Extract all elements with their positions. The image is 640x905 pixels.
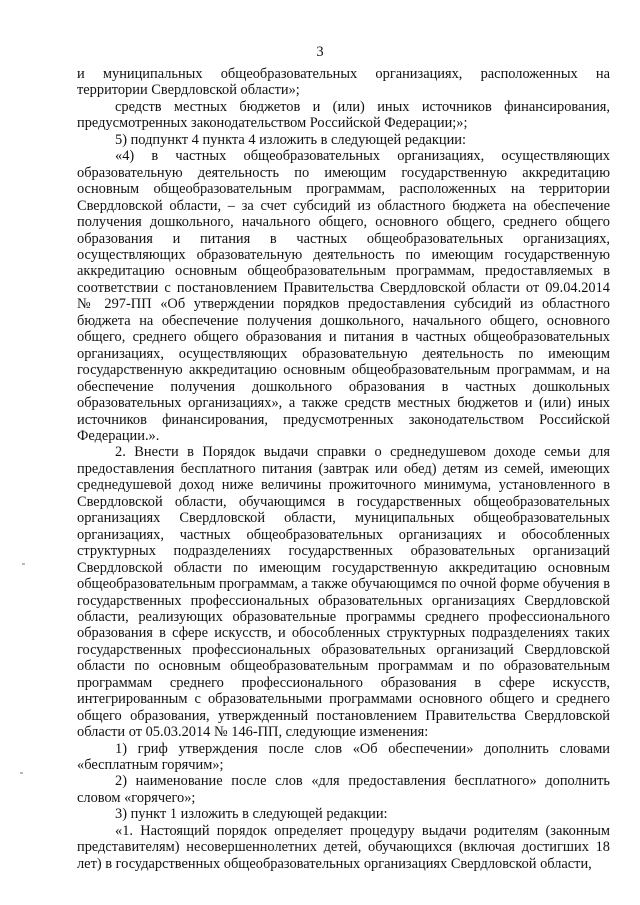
paragraph-3: 5) подпункт 4 пункта 4 изложить в следующей редакции: bbox=[115, 131, 466, 148]
scan-mark bbox=[22, 563, 25, 565]
scan-mark bbox=[20, 772, 23, 774]
paragraph-1: и муниципальных общеобразовательных организациях, расположенных на территории Свердловской области»; bbox=[77, 66, 610, 99]
paragraph-8: 3) пункт 1 изложить в следующей редакции: bbox=[115, 806, 388, 823]
paragraph-9: «1. Настоящий порядок определяет процедуру выдачи родителям (законным представителям) несовершеннолетних детей, обучающихся (включая достигших 18 лет) в государственных общеобразовательных организациях Свердловской области, bbox=[77, 822, 610, 872]
paragraph-4: «4) в частных общеобразовательных организациях, осуществляющих образовательную деятельность по имеющим государственную аккредитацию основным общеобразовательным программам, расположенных на территории Свердловской области, – за счет субсидий из областного бюджета на обеспечение получения дошкольного, начального общего, основного общего, среднего общего образования и питания в частных общеобразовательных организациях, осуществляющих образовательную деятельность по имеющим государственную аккредитацию основным общеобразовательным программам, предоставляемых в соответствии с постановлением Правительства Свердловской области от 09.04.2014 № 297-ПП «Об утверждении порядков предоставления субсидий из областного бюджета на обеспечение получения дошкольного, начального общего, основного общего, среднего общего образования и питания в частных общеобразовательных организациях, осуществляющих образовательную деятельность по имеющим государственную аккредитацию основным общеобразовательным программам, и на обеспечение получения дошкольного образования в частных дошкольных образовательных организациях», а также средств местных бюджетов и (или) иных источников финансирования, предусмотренных законодательством Российской Федерации.». bbox=[77, 148, 610, 444]
document-body bbox=[77, 66, 610, 872]
page-number: 3 bbox=[316, 44, 324, 60]
paragraph-5: 2. Внести в Порядок выдачи справки о среднедушевом доходе семьи для предоставления бесплатного питания (завтрак или обед) детям из семей, имеющих среднедушевой доход ниже величины прожиточного минимума, установленного в Свердловской области, обучающимся в государственных общеобразовательных организациях Свердловской области, муниципальных общеобразовательных организациях, частных общеобразовательных организациях и обособленных структурных подразделениях государственных образовательных организаций Свердловской области по имеющим государственную аккредитацию основным общеобразовательным программам, а также обучающимся по очной форме обучения в государственных профессиональных образовательных организациях Свердловской области, реализующих образовательные программы среднего профессионального образования в сфере искусств, и обособленных структурных подразделениях таких государственных профессиональных образовательных организаций Свердловской области по основным общеобразовательным программам и по образовательным программам среднего профессионального образования в сфере искусств, интегрированным с образовательными программами основного общего и среднего общего образования, утвержденный постановлением Правительства Свердловской области от 05.03.2014 № 146-ПП, следующие изменения: bbox=[77, 444, 610, 741]
paragraph-2: средств местных бюджетов и (или) иных источников финансирования, предусмотренных законодательством Российской Федерации;»; bbox=[77, 98, 610, 132]
paragraph-6: 1) гриф утверждения после слов «Об обеспечении» дополнить словами «бесплатным горячим»; bbox=[77, 740, 610, 774]
paragraph-7: 2) наименование после слов «для предоставления бесплатного» дополнить словом «горячего»; bbox=[77, 773, 610, 806]
